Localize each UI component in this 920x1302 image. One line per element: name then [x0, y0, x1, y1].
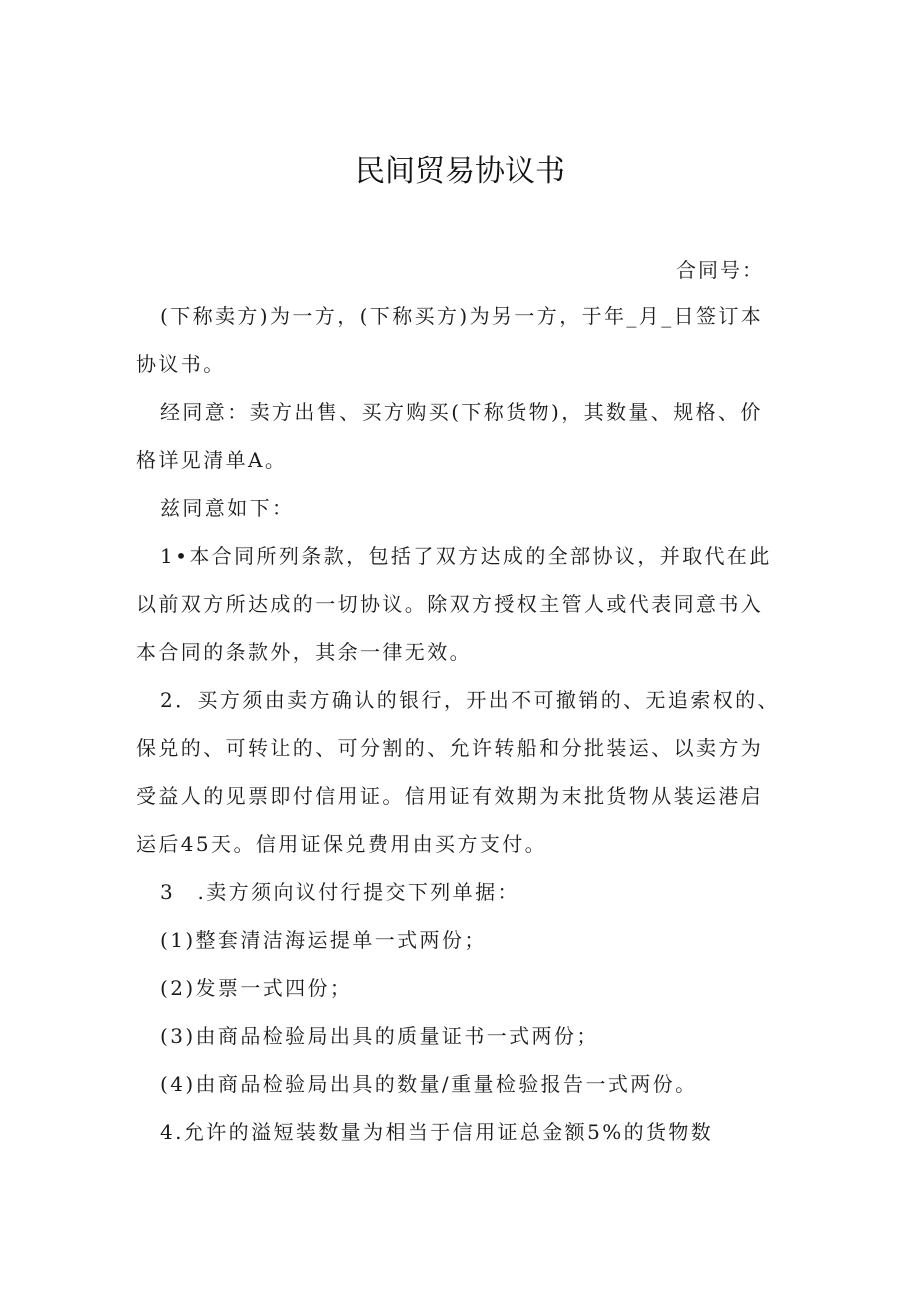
contract-number-label: 合同号：: [676, 258, 764, 282]
paragraph-line: 1•本合同所列条款，包括了双方达成的全部协议，并取代在此: [160, 544, 772, 568]
paragraph-line: 兹同意如下：: [160, 496, 295, 520]
paragraph-line: 保兑的、可转让的、可分割的、允许转船和分批装运、以卖方为: [136, 736, 764, 760]
paragraph-line: 4.允许的溢短装数量为相当于信用证总金额5%的货物数: [160, 1120, 714, 1144]
paragraph-line: (下称卖方)为一方，(下称买方)为另一方，于年_月_日签订本: [160, 304, 764, 328]
paragraph-line: 2．买方须由卖方确认的银行，开出不可撤销的、无追索权的、: [160, 688, 780, 712]
paragraph-line: 格详见清单A。: [136, 448, 288, 472]
document-title: 民间贸易协议书: [355, 154, 565, 189]
list-item: (1)整套清洁海运提单一式两份；: [160, 928, 487, 952]
paragraph-line: 以前双方所达成的一切协议。除双方授权主管人或代表同意书入: [136, 592, 764, 616]
list-item: (2)发票一式四份；: [160, 976, 353, 1000]
paragraph-line: 受益人的见票即付信用证。信用证有效期为末批货物从装运港启: [136, 784, 764, 808]
paragraph-line: 经同意：卖方出售、买方购买(下称货物)，其数量、规格、价: [160, 400, 763, 424]
list-item: (3)由商品检验局出具的质量证书一式两份；: [160, 1024, 599, 1048]
paragraph-line: 本合同的条款外，其余一律无效。: [136, 640, 472, 664]
list-item: (4)由商品检验局出具的数量/重量检验报告一式两份。: [160, 1072, 698, 1096]
paragraph-line: 协议书。: [136, 352, 226, 376]
paragraph-line: 3 .卖方须向议付行提交下列单据：: [160, 880, 520, 904]
paragraph-line: 运后45天。信用证保兑费用由买方支付。: [136, 832, 548, 856]
